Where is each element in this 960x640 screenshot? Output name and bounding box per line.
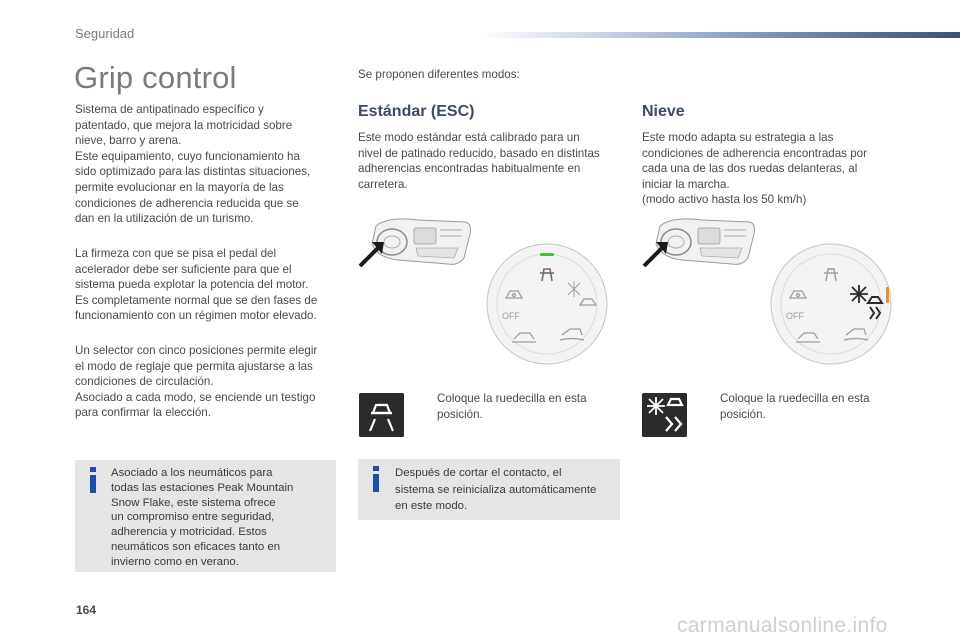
selector-paragraph: Un selector con cinco posiciones permite elegir el modo de reglaje que permita ajustarse a las condiciones de circulación. Asociado a cada modo, se enciende un testigo para confirmar la elección. [75,344,318,420]
heading-standard-esc: Estándar (ESC) [358,103,475,120]
page-title: Grip control [74,60,237,95]
intro-paragraph: Sistema de antipatinado específico y patentado, que mejora la motricidad sobre nieve, barro y arena. Este equipamiento, cuyo funcionamiento ha sido optimizado para las distintas situaciones, permite evolucionar en la mayoría de las condiciones de adherencia reducida que se dan en la utilización de un turismo. [75,103,311,226]
grip-dial-standard [486,243,608,365]
section-label: Seguridad [75,26,135,41]
active-mode-indicator [540,253,554,256]
heading-snow: Nieve [642,103,685,120]
info-box-tyres: Asociado a los neumáticos para todas las estaciones Peak Mountain Snow Flake, este sistema ofrece un compromiso entre seguridad, adherencia y motricidad. Estos neumáticos son eficaces tanto en invierno como en verano. [75,460,336,572]
accelerator-paragraph: La firmeza con que se pisa el pedal del acelerador debe ser suficiente para que el sistema pueda explotar la potencia del motor. Es completamente normal que se den fases de funcionamiento con un régimen motor elevado. [75,247,318,323]
snow-description: Este modo adapta su estrategia a las condiciones de adherencia encontradas por cada una de las dos ruedas delanteras, al iniciar la marcha. (modo activo hasta los 50 km/h) [642,131,867,207]
info-icon [371,466,381,492]
active-mode-indicator [886,287,889,303]
dial-off-label: OFF [502,311,520,321]
dashboard-illustration [358,214,476,272]
standard-description: Este modo estándar está calibrado para un nivel de patinado reducido, basado en distintas adherencias encontradas habitualmente en carretera. [358,131,600,191]
info-icon [88,467,98,493]
watermark: carmanualsonline.info [677,614,888,637]
grip-dial-snow [770,243,892,365]
snow-mode-icon [642,393,687,437]
modes-intro: Se proponen diferentes modos: [358,68,520,81]
header-bar [480,32,960,38]
dial-off-label: OFF [786,311,804,321]
info-box-reset: Después de cortar el contacto, el sistema se reinicializa automáticamente en este modo. [358,459,620,520]
page-number: 164 [76,603,97,617]
snow-instruction: Coloque la ruedecilla en esta posición. [720,392,870,421]
dashboard-illustration [642,214,760,272]
standard-instruction: Coloque la ruedecilla en esta posición. [437,392,587,421]
esc-mode-icon [359,393,404,437]
